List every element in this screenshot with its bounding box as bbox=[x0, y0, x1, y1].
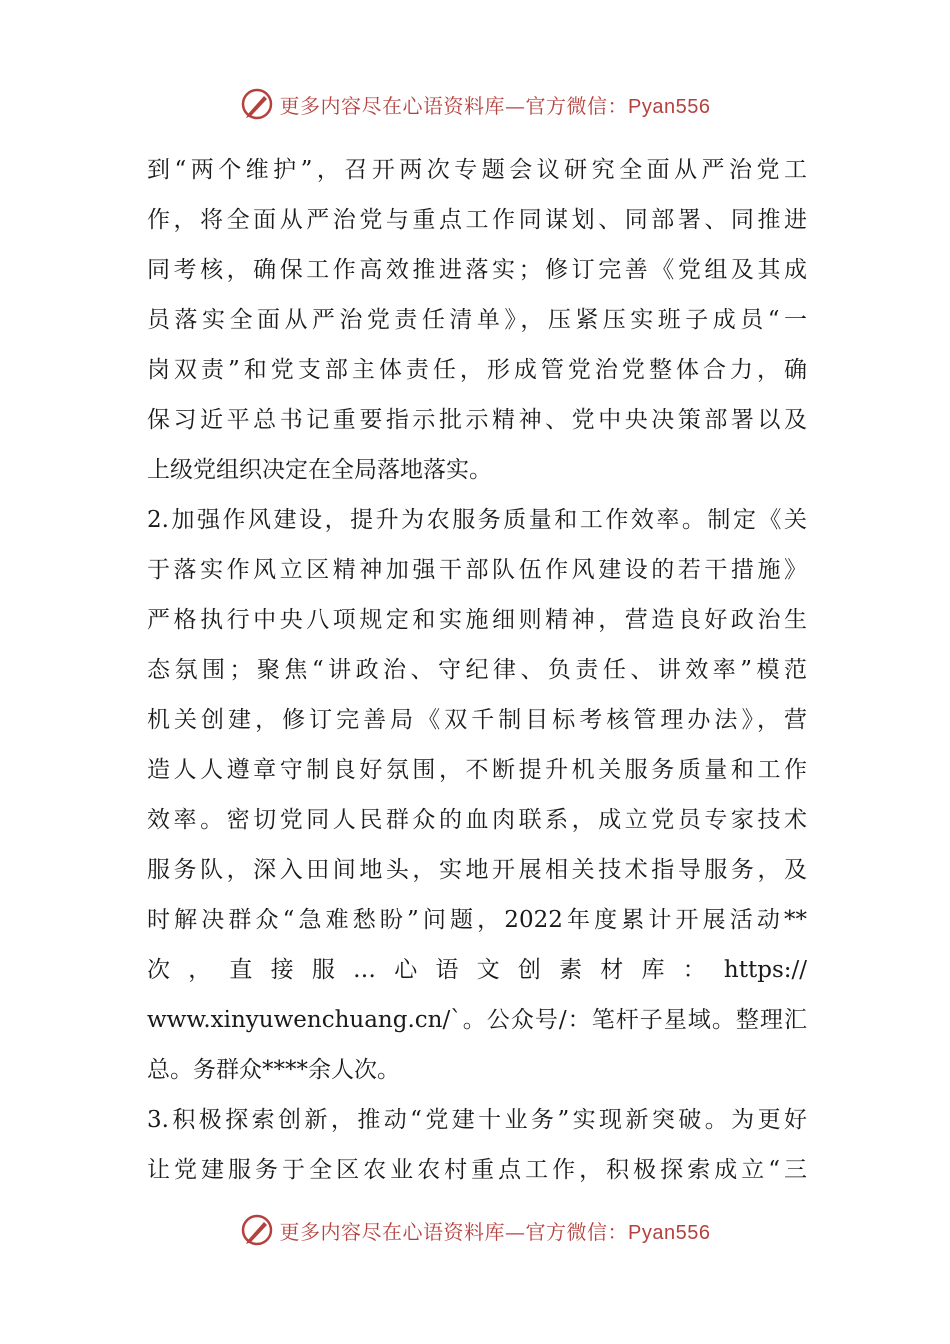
text-line: 保习近平总书记重要指示批示精神、党中央决策部署以及 bbox=[147, 407, 807, 433]
text-line: 态氛围；聚焦“讲政治、守纪律、负责任、讲效率”模范 bbox=[147, 657, 807, 683]
footer-banner-main: 更多内容尽在心语资料库 bbox=[279, 1219, 506, 1244]
header-banner-sep: — bbox=[505, 93, 526, 118]
text-line: 上级党组织决定在全局落地落实。 bbox=[147, 457, 492, 483]
text-line: www.xinyuwenchuang.cn/`。公众号/：笔杆子星域。整理汇 bbox=[147, 1007, 807, 1033]
text-line: 到“两个维护”，召开两次专题会议研究全面从严治党工 bbox=[147, 157, 807, 183]
header-banner-text bbox=[280, 90, 711, 119]
text-line: 作，将全面从严治党与重点工作同谋划、同部署、同推进 bbox=[147, 207, 807, 233]
text-line: 机关创建，修订完善局《双千制目标考核管理办法》，营 bbox=[147, 707, 807, 733]
text-line: 2.加强作风建设，提升为农服务质量和工作效率。制定《关 bbox=[147, 507, 807, 533]
page-header-banner bbox=[0, 84, 950, 124]
pen-logo-icon bbox=[240, 87, 274, 121]
text-line: 员落实全面从严治党责任清单》，压紧压实班子成员“一 bbox=[147, 307, 807, 333]
text-line: 次，直接服…心语文创素材库：https:// bbox=[147, 957, 807, 983]
page-footer-banner bbox=[0, 1210, 950, 1250]
text-line: 效率。密切党同人民群众的血肉联系，成立党员专家技术 bbox=[147, 807, 807, 833]
text-line: 服务队，深入田间地头，实地开展相关技术指导服务，及 bbox=[147, 857, 807, 883]
text-line: 总。务群众****余人次。 bbox=[147, 1057, 400, 1083]
pen-logo-icon bbox=[240, 1213, 274, 1247]
footer-banner-label: 官方微信： bbox=[525, 1219, 629, 1244]
header-banner-main: 更多内容尽在心语资料库 bbox=[279, 93, 506, 118]
text-line: 造人人遵章守制良好氛围，不断提升机关服务质量和工作 bbox=[147, 757, 807, 783]
text-line: 严格执行中央八项规定和实施细则精神，营造良好政治生 bbox=[147, 607, 807, 633]
header-banner-label: 官方微信： bbox=[525, 93, 629, 118]
text-line: 3.积极探索创新，推动“党建十业务”实现新突破。为更好 bbox=[147, 1107, 807, 1133]
text-line: 让党建服务于全区农业农村重点工作，积极探索成立“三 bbox=[147, 1157, 807, 1183]
document-body bbox=[147, 145, 807, 1195]
text-line: 岗双责”和党支部主体责任，形成管党治党整体合力，确 bbox=[147, 357, 807, 383]
text-line: 同考核，确保工作高效推进落实；修订完善《党组及其成 bbox=[147, 257, 807, 283]
header-banner-wechat: Pyan556 bbox=[628, 95, 711, 118]
text-line: 时解决群众“急难愁盼”问题，2022年度累计开展活动** bbox=[147, 907, 807, 933]
footer-banner-text bbox=[280, 1216, 711, 1245]
footer-banner-wechat: Pyan556 bbox=[628, 1221, 711, 1244]
footer-banner-sep: — bbox=[505, 1219, 526, 1244]
text-line: 于落实作风立区精神加强干部队伍作风建设的若干措施》 bbox=[147, 557, 807, 583]
